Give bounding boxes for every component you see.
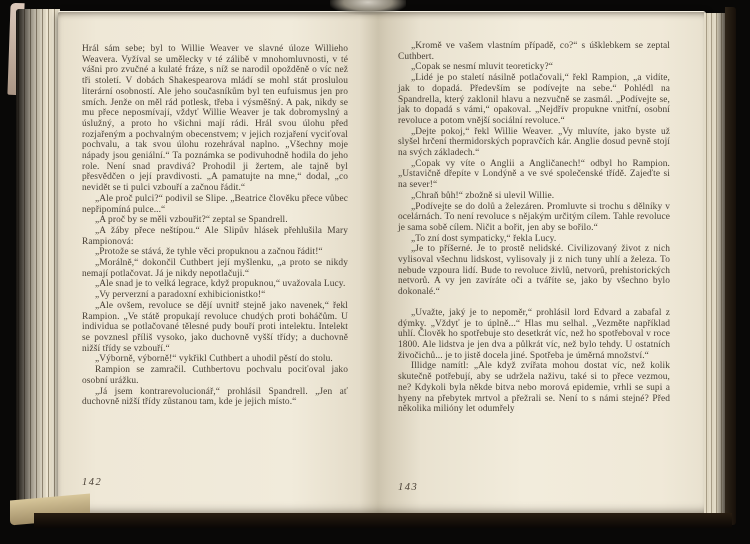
paragraph: „Copak vy víte o Anglii a Angličanech!“ odbyl ho Rampion. „Ustavičně dřepíte v Londýně a ve své společenské třídě. Zajeďte si na sever!“ — [398, 158, 670, 191]
bottom-shadow — [34, 513, 732, 528]
paragraph: „Uvažte, jaký je to nepoměr,“ prohlásil lord Edvard a zabafal z dýmky. „Vždyť je to úplně...“ Hlas mu selhal. „Vezměte například uhlí. Člověk ho spotřebuje sto desetkrát víc, než ho spotřeboval v roce 1800. Ale lidstva je jen dva a půlkrát víc, než bylo tehdy. U ostatních živočichů... je to jistě docela jiné. Spotřeba je úměrná množství.“ — [398, 307, 670, 361]
paragraph: „Morálně,“ dokončil Cuthbert její myšlenku, „a proto se nikdy nemají potlačovat. Já je nikdy nepotlačuji.“ — [82, 258, 348, 279]
spine-headband — [330, 0, 406, 15]
paragraph: Hrál sám sebe; byl to Willie Weaver ve slavné úloze Willieho Weavera. Vyžíval se umělecky v té zálibě v mnohomluvnosti, v té vášni pro zvučné a kulaté fráze, s níž se narodil opožděně o víc než tři století. V dobách Shakespearova mládí se mohl stát proslulou literární osobností. Ale jeho současníkům byl ten eufuismus jen pro smích. Jenže on měl rád potlesk, třeba i výsměšný. A pak, nikdy se mu přece neposmívají, vždyť Willie Weaver je tak dobromyslný a úslužný, a proto ho všichni mají rádi. Hrál svou úlohu před rozjařeným a pochvalným obecenstvem; v jejich rozjaření vyciťoval pochvalu, a tak svou úlohu rozehrával naplno. „Všechny moje nápady jsou geniální.“ Ta poznámka se podivuhodně hodila do jeho role. Není snad pravdivá? Prohodil ji žertem, ale tajně byl přesvědčen o její pravdivosti. „A pamatujte na mne,“ dodal, „co nevidět se ti pulci vzbouří a začnou řádit.“ — [82, 44, 348, 194]
paragraph: „Lidé je po staletí násilně potlačovali,“ řekl Rampion, „a vidíte, jak to dopadá. Především se podívejte na sebe.“ Pohlédl na Spandrella, který zaklonil hlavu a nezvučně se zasmál. „Podívejte se, jak to dopadá s vámi,“ opakoval. „Nejdřív propukne vnitřní, osobní revoluce a potom vnější sociální revoluce.“ — [398, 73, 670, 126]
page-number-right: 143 — [398, 482, 419, 493]
left-page-edges — [16, 9, 60, 516]
paragraph: „Výborně, výborně!“ vykřikl Cuthbert a uhodil pěstí do stolu. — [95, 354, 333, 365]
paragraph: „A žáby přece neštípou.“ Ale Slipův hlásek přehlušila Mary Rampionová: — [82, 225, 348, 247]
paragraph: „Vy perverzní a paradoxní exhibicionistko!“ — [95, 290, 266, 301]
paragraph: „Kromě ve vašem vlastním případě, co?“ s úšklebkem se zeptal Cuthbert. — [398, 41, 670, 62]
paragraph: „Copak se nesmí mluvit teoreticky?“ — [411, 62, 554, 73]
paragraph: „Ale snad je to velká legrace, když propuknou,“ uvažovala Lucy. — [95, 279, 346, 290]
right-page-stack — [704, 13, 725, 517]
paragraph: Rampion se zamračil. Cuthbertovu pochvalu pociťoval jako osobní urážku. — [82, 365, 348, 386]
paragraph: Illidge namítl: „Ale když zvířata mohou dostat víc, než kolik skutečně potřebují, aby se udržela naživu, také si to přece vezmou, ne? Kdykoli byla někde bitva nebo morová epidemie, vrhli se supi a hyeny na přebytek mrtvol a přežrali se. Není to s námi stejné? Před několika milióny let odumřely — [398, 361, 670, 415]
paragraph: „Je to příšerné. Je to prostě nelidské. Civilizovaný život z nich vylisoval všechnu lidskost, vylisovaly ji z nich tuny uhlí a železa. To nebude vzpoura lidí. Bude to revoluce živlů, netvorů, prehistorických netvorů. A vy jen zavíráte oči a tváříte se, jako by všechno bylo dokonalé.“ — [398, 244, 670, 298]
right-page-text — [398, 41, 670, 415]
paragraph: „Dejte pokoj,“ řekl Willie Weaver. „Vy mluvíte, jako byste už slyšel hrčení thermidorských popravčích kár. Anglie dosud pevně stojí na svých základech.“ — [398, 126, 670, 159]
paragraph: „A proč by se měli vzbouřit?“ zeptal se Spandrell. — [95, 215, 288, 226]
page-number-left: 142 — [82, 477, 103, 488]
paragraph: „To zní dost sympaticky,“ řekla Lucy. — [411, 233, 557, 244]
paragraph: „Ale proč pulci?“ podivil se Slipe. „Beatrice člověku přece vůbec nepřipomíná pulce...“ — [82, 193, 348, 215]
right-cover-board — [725, 7, 736, 525]
left-page-text — [82, 44, 348, 408]
paragraph: „Já jsem kontrarevolucionář,“ prohlásil Spandrell. „Jen ať duchovně nižší třídy zůstanou tam, kde je jejich místo.“ — [82, 386, 348, 408]
paragraph: „Chraň bůh!“ zbožně si ulevil Willie. — [411, 190, 555, 201]
paragraph: „Ale ovšem, revoluce se dějí uvnitř stejně jako navenek,“ řekl Rampion. „Ve státě propukají revoluce chudých proti boháčům. U individua se potlačované tělesné pudy bouří proti intelektu. Intelekt se povznesl příliš vysoko, jako duchovně vyšší třídy; a duchovně nižší třídy se vzbouří.“ — [82, 300, 348, 354]
paragraph: „Podívejte se do dolů a železáren. Promluvte si trochu s dělníky v ocelárnách. To není revoluce s nějakým určitým cílem. Tahle revoluce je sama sobě cílem. Ničit a bořit, jen aby se bořilo.“ — [398, 201, 670, 233]
paragraph: „Protože se stává, že tyhle věci propuknou a začnou řádit!“ — [95, 247, 323, 258]
